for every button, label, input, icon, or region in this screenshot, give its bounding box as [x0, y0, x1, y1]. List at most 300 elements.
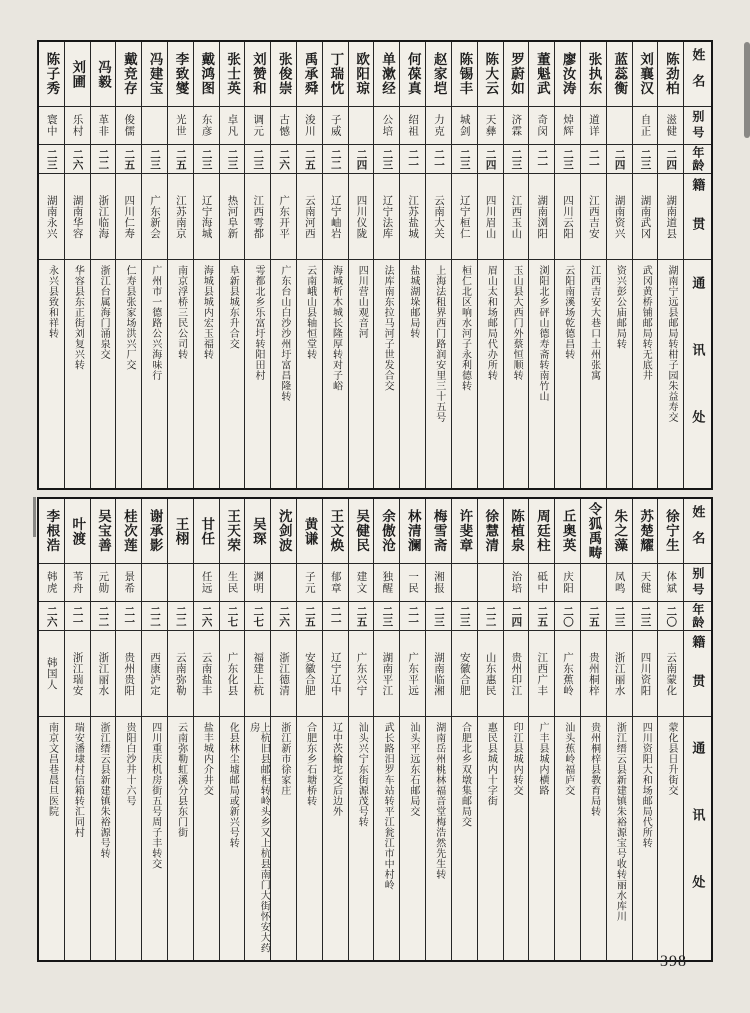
- scan-smudge: [744, 42, 750, 138]
- entry-age: 二四: [504, 602, 529, 631]
- entry-alias: 子元: [297, 564, 322, 602]
- directory-entry: [632, 42, 658, 488]
- entry-age: 二七: [220, 602, 245, 631]
- directory-entry: [115, 42, 141, 488]
- entry-alias: 天健: [633, 564, 658, 602]
- entry-age: 二三: [426, 602, 451, 631]
- entry-alias: 砥中: [529, 564, 554, 602]
- entry-address: 化县林尘墟邮局或新兴号转: [227, 722, 239, 848]
- entry-alias: 奇闵: [529, 107, 554, 145]
- entry-address: 武长路汨罗车站转平江瓮江市中村岭: [382, 722, 394, 890]
- entry-address: 上杭旧县邮柜转岭头乡又上杭县南门大街怀安大药房: [247, 722, 270, 953]
- directory-entry: [554, 42, 580, 488]
- entry-age: 二一: [400, 602, 425, 631]
- entry-address: 上海法租界西门路润安里三十五号: [433, 265, 445, 423]
- entry-alias: 焯辉: [555, 107, 580, 145]
- entry-address: 浙江缙云县新建镇朱裕源宝号收转丽水库川: [614, 722, 626, 922]
- entry-age: 二二: [142, 602, 167, 631]
- entry-name: 吴琛: [245, 499, 270, 564]
- entry-name: 戴鸿图: [194, 42, 219, 107]
- entry-age: 二三: [194, 145, 219, 174]
- directory-entry: [632, 499, 658, 960]
- entry-alias: [581, 564, 606, 602]
- directory-entry: [64, 42, 90, 488]
- entry-alias: 子威: [323, 107, 348, 145]
- entry-age: 二五: [297, 145, 322, 174]
- entry-alias: 寰中: [39, 107, 64, 145]
- directory-entry: [477, 42, 503, 488]
- entry-name: 董魁武: [529, 42, 554, 107]
- header-alias: 别号: [684, 564, 711, 602]
- entry-alias: 任远: [194, 564, 219, 602]
- entry-alias: 道详: [581, 107, 606, 145]
- entry-address: 惠民县城内十字街: [485, 722, 497, 806]
- entry-origin: 山东惠民: [478, 631, 503, 717]
- entry-name: 罗蔚如: [504, 42, 529, 107]
- entry-name: 蓝蕊衡: [607, 42, 632, 107]
- entry-name: 王栩: [168, 499, 193, 564]
- entry-age: 二四: [349, 145, 374, 174]
- directory-entry: [606, 499, 632, 960]
- entry-origin: 四川仪陇: [349, 174, 374, 260]
- entry-origin: 广东新会: [142, 174, 167, 260]
- entry-alias: 卓凡: [220, 107, 245, 145]
- entry-age: 二三: [607, 602, 632, 631]
- entry-origin: 江西广丰: [529, 631, 554, 717]
- entry-age: 二二: [168, 602, 193, 631]
- entry-address: 辽中茨榆坨交后边外: [330, 722, 342, 817]
- directory-entry: [554, 499, 580, 960]
- entry-address: 合肥北乡双墩集邮局交: [459, 722, 471, 827]
- entry-address: 海城析木城长隆厚转对子峪: [330, 265, 342, 391]
- entry-alias: 一民: [400, 564, 425, 602]
- entry-age: 二一: [529, 145, 554, 174]
- entry-alias: 古憾: [271, 107, 296, 145]
- entry-alias: 湘报: [426, 564, 451, 602]
- directory-table-top: [37, 40, 713, 490]
- entry-address: 汕头蕉岭福庐交: [562, 722, 574, 796]
- directory-entry: [141, 42, 167, 488]
- entry-address: 华容县东正街刘复兴转: [72, 265, 84, 370]
- directory-entry: [167, 499, 193, 960]
- entry-alias: 韩虎: [39, 564, 64, 602]
- entry-age: 二一: [65, 602, 90, 631]
- entry-address: 武冈黄桥铺邮局转无底井: [640, 265, 652, 381]
- entry-origin: 广东蕉岭: [555, 631, 580, 717]
- entry-origin: 江苏南京: [168, 174, 193, 260]
- entry-origin: 湖南资兴: [607, 174, 632, 260]
- entry-alias: 治培: [504, 564, 529, 602]
- entry-age: 二四: [658, 145, 683, 174]
- entry-age: 二五: [297, 602, 322, 631]
- entry-name: 刘襄汉: [633, 42, 658, 107]
- entry-name: 刘赞和: [245, 42, 270, 107]
- directory-entry: [580, 42, 606, 488]
- entry-alias: 庆阳: [555, 564, 580, 602]
- entry-name: 林清澜: [400, 499, 425, 564]
- entry-name: 苏楚耀: [633, 499, 658, 564]
- directory-entry: [64, 499, 90, 960]
- entry-age: 二六: [194, 602, 219, 631]
- entry-origin: 云南河西: [297, 174, 322, 260]
- entry-origin: 江西吉安: [581, 174, 606, 260]
- entry-name: 禹承舜: [297, 42, 322, 107]
- entry-name: 徐宁生: [658, 499, 683, 564]
- directory-entry: [373, 499, 399, 960]
- entry-address: 浙江缙云县新建镇朱裕源号转: [98, 722, 110, 859]
- entry-address: 四川重庆机房街五号周子丰转交: [149, 722, 161, 869]
- entry-alias: [142, 107, 167, 145]
- entry-name: 桂次莲: [116, 499, 141, 564]
- entry-age: 二三: [220, 145, 245, 174]
- entry-alias: 东彦: [194, 107, 219, 145]
- entry-name: 王天荣: [220, 499, 245, 564]
- entry-address: 湖南岳州桃林福音堂梅浩然先生转: [433, 722, 445, 880]
- entry-name: 张俊崇: [271, 42, 296, 107]
- entry-age: 二五: [529, 602, 554, 631]
- entry-age: 二四: [607, 145, 632, 174]
- entry-name: 陈大云: [478, 42, 503, 107]
- directory-entry: [477, 499, 503, 960]
- directory-entry: [528, 499, 554, 960]
- entry-address: 广州市一德路公兴海味行: [149, 265, 161, 381]
- entry-address: 阜新县城东升合交: [227, 265, 239, 349]
- entry-origin: 江苏盐城: [400, 174, 425, 260]
- entry-name: 徐慧清: [478, 499, 503, 564]
- entry-age: 二三: [374, 602, 399, 631]
- table-header-column: [683, 42, 711, 488]
- entry-name: 陈劲柏: [658, 42, 683, 107]
- entry-address: 合肥东乡石塘桥转: [304, 722, 316, 806]
- directory-entry: [425, 42, 451, 488]
- entry-address: 印江县城内转交: [511, 722, 523, 796]
- entry-origin: 韩国人: [39, 631, 64, 717]
- header-name: 姓名: [684, 42, 711, 107]
- header-age: 年龄: [684, 602, 711, 631]
- entry-address: 盐丰城内介井交: [201, 722, 213, 796]
- entry-origin: 四川眉山: [478, 174, 503, 260]
- entry-alias: [607, 107, 632, 145]
- entry-name: 刘圃: [65, 42, 90, 107]
- entry-address: 眉山太和场邮局代办所转: [485, 265, 497, 381]
- entry-name: 叶渡: [65, 499, 90, 564]
- entry-address: 汕头平远东石邮局交: [407, 722, 419, 817]
- entry-age: 二二: [323, 145, 348, 174]
- entry-name: 吴健民: [349, 499, 374, 564]
- entry-address: 海城县城内宏玉福转: [201, 265, 213, 360]
- entry-name: 冯建宝: [142, 42, 167, 107]
- table-header-column: [683, 499, 711, 960]
- entry-address: 四川营山观音河: [356, 265, 368, 339]
- entry-address: 四川资阳大和场邮局代所转: [640, 722, 652, 848]
- entry-alias: 光世: [168, 107, 193, 145]
- entry-origin: 浙江临海: [91, 174, 116, 260]
- entry-age: 二三: [39, 145, 64, 174]
- entry-alias: 自正: [633, 107, 658, 145]
- entry-name: 陈锡丰: [452, 42, 477, 107]
- entry-alias: 革非: [91, 107, 116, 145]
- entry-origin: 云南弥勒: [168, 631, 193, 717]
- entry-address: 南京文昌巷晨旦医院: [46, 722, 58, 817]
- directory-entry: [348, 42, 374, 488]
- entry-origin: 广东平远: [400, 631, 425, 717]
- entry-alias: 滋健: [658, 107, 683, 145]
- entry-address: 南京浮桥三民公司转: [175, 265, 187, 360]
- entry-address: 贵州桐梓县教育局转: [588, 722, 600, 817]
- entry-age: 二一: [323, 602, 348, 631]
- directory-entry: [167, 42, 193, 488]
- entry-alias: 俊儒: [116, 107, 141, 145]
- directory-entry: [39, 499, 64, 960]
- entry-origin: 湖南华容: [65, 174, 90, 260]
- entry-name: 余傲沧: [374, 499, 399, 564]
- entry-alias: 绍祖: [400, 107, 425, 145]
- entry-address: 江西吉安大巷口土州张寓: [588, 265, 600, 381]
- entry-name: 许斐章: [452, 499, 477, 564]
- entry-address: 桓仁北区响水河子永利德转: [459, 265, 471, 391]
- directory-entry: [219, 42, 245, 488]
- entry-name: 朱之藻: [607, 499, 632, 564]
- entry-origin: 四川资阳: [633, 631, 658, 717]
- entry-origin: 安徽合肥: [452, 631, 477, 717]
- entry-address: 仁寿县张家场洪兴厂交: [123, 265, 135, 370]
- entry-alias: 凤鸣: [607, 564, 632, 602]
- entry-origin: 辽宁法库: [374, 174, 399, 260]
- entry-origin: 西康泸定: [142, 631, 167, 717]
- entry-alias: 公培: [374, 107, 399, 145]
- directory-entry: [399, 499, 425, 960]
- directory-entry: [399, 42, 425, 488]
- directory-entry: [90, 499, 116, 960]
- entry-alias: [478, 564, 503, 602]
- directory-entry: [141, 499, 167, 960]
- entry-origin: 贵州印江: [504, 631, 529, 717]
- entry-age: 二一: [400, 145, 425, 174]
- entry-origin: 四川云阳: [555, 174, 580, 260]
- entry-origin: 广东兴宁: [349, 631, 374, 717]
- entry-name: 丁瑞忱: [323, 42, 348, 107]
- entry-name: 陈植泉: [504, 499, 529, 564]
- entry-alias: 乐村: [65, 107, 90, 145]
- entry-name: 冯毅: [91, 42, 116, 107]
- entry-age: 二七: [245, 602, 270, 631]
- entry-alias: 建文: [349, 564, 374, 602]
- entry-address: 瑞安潘埭村信箱转汇同村: [72, 722, 84, 838]
- entry-address: 蒙化县日升街交: [666, 722, 678, 796]
- entry-age: 二〇: [555, 602, 580, 631]
- header-origin: 籍贯: [684, 174, 711, 260]
- entry-address: 法库南东拉马河子世发合交: [382, 265, 394, 391]
- entry-alias: 生民: [220, 564, 245, 602]
- entry-age: 二六: [39, 602, 64, 631]
- directory-entry: [270, 42, 296, 488]
- entry-origin: 安徽合肥: [297, 631, 322, 717]
- entry-address: 浙江台属海门涌泉交: [98, 265, 110, 360]
- entry-name: 欧阳琼: [349, 42, 374, 107]
- entry-age: 二六: [65, 145, 90, 174]
- directory-entry: [373, 42, 399, 488]
- entry-age: 二二: [478, 602, 503, 631]
- entry-age: 二三: [452, 602, 477, 631]
- directory-entry: [90, 42, 116, 488]
- header-address: 通讯处: [690, 740, 706, 942]
- entry-address: 永兴县致和祥转: [46, 265, 58, 339]
- directory-entry: [296, 42, 322, 488]
- entry-origin: 热河阜新: [220, 174, 245, 260]
- entry-origin: 浙江丽水: [91, 631, 116, 717]
- entry-name: 令狐禹畴: [581, 499, 606, 564]
- entry-name: 张执东: [581, 42, 606, 107]
- entry-address: 贵阳白沙井十六号: [123, 722, 135, 806]
- entry-age: 二五: [349, 602, 374, 631]
- entry-origin: 辽宁桓仁: [452, 174, 477, 260]
- entry-name: 周廷柱: [529, 499, 554, 564]
- entry-address: 玉山县大西门外蔡恒顺转: [511, 265, 523, 381]
- directory-entry: [528, 42, 554, 488]
- directory-entry: [580, 499, 606, 960]
- entry-alias: 天彝: [478, 107, 503, 145]
- entry-alias: [349, 107, 374, 145]
- directory-entry: [39, 42, 64, 488]
- directory-entry: [348, 499, 374, 960]
- entry-age: 二五: [116, 145, 141, 174]
- header-address: 通讯处: [690, 276, 706, 477]
- entry-name: 李根浩: [39, 499, 64, 564]
- directory-table-bottom: [37, 497, 713, 962]
- entry-name: 丘奥英: [555, 499, 580, 564]
- entry-address: 广丰县城内横路: [536, 722, 548, 796]
- directory-entry: [115, 499, 141, 960]
- entry-origin: 江西雩都: [245, 174, 270, 260]
- entry-origin: 云南蒙化: [658, 631, 683, 717]
- entry-origin: 浙江德清: [271, 631, 296, 717]
- entry-address: 盐城湖垛邮局转: [407, 265, 419, 339]
- directory-entry: [451, 42, 477, 488]
- directory-entry: [503, 42, 529, 488]
- header-name: 姓名: [684, 499, 711, 564]
- entry-alias: 郁章: [323, 564, 348, 602]
- entry-name: 戴竞存: [116, 42, 141, 107]
- directory-entry: [451, 499, 477, 960]
- entry-origin: 湖南道县: [658, 174, 683, 260]
- entry-name: 单漱经: [374, 42, 399, 107]
- directory-entry: [322, 499, 348, 960]
- entry-origin: 辽宁辽中: [323, 631, 348, 717]
- entry-age: 二六: [271, 145, 296, 174]
- entry-origin: 广东化县: [220, 631, 245, 717]
- entry-age: 二一: [116, 602, 141, 631]
- entry-origin: 浙江丽水: [607, 631, 632, 717]
- entry-name: 吴宝善: [91, 499, 116, 564]
- entry-address: 云南弥勒虹溪分县东门街: [175, 722, 187, 838]
- entry-address: 汕头兴宁东街源茂号转: [356, 722, 368, 827]
- scan-smudge: [33, 497, 36, 537]
- directory-entry: [322, 42, 348, 488]
- directory-entry: [425, 499, 451, 960]
- entry-alias: [168, 564, 193, 602]
- entry-origin: 江西玉山: [504, 174, 529, 260]
- entry-age: 二〇: [658, 602, 683, 631]
- entry-name: 李致燮: [168, 42, 193, 107]
- entry-origin: 贵州桐梓: [581, 631, 606, 717]
- directory-entry: [296, 499, 322, 960]
- entry-age: 二一: [426, 145, 451, 174]
- entry-age: 二三: [504, 145, 529, 174]
- entry-origin: 辽宁海城: [194, 174, 219, 260]
- entry-origin: 湖南临湘: [426, 631, 451, 717]
- entry-age: 二三: [452, 145, 477, 174]
- directory-entry: [219, 499, 245, 960]
- directory-entry: [270, 499, 296, 960]
- header-age: 年龄: [684, 145, 711, 174]
- entry-age: 二三: [633, 145, 658, 174]
- entry-origin: 湖南武冈: [633, 174, 658, 260]
- directory-entry: [503, 499, 529, 960]
- entry-address: 资兴彭公庙邮局转: [614, 265, 626, 349]
- entry-origin: 湖南浏阳: [529, 174, 554, 260]
- entry-origin: 湖南平江: [374, 631, 399, 717]
- entry-age: 二二: [91, 602, 116, 631]
- entry-age: 二三: [555, 145, 580, 174]
- directory-entry: [244, 499, 270, 960]
- entry-origin: 广东开平: [271, 174, 296, 260]
- entry-origin: 福建上杭: [245, 631, 270, 717]
- entry-alias: 元勋: [91, 564, 116, 602]
- entry-alias: [142, 564, 167, 602]
- directory-entry: [657, 42, 683, 488]
- entry-name: 谢承影: [142, 499, 167, 564]
- entry-name: 何葆真: [400, 42, 425, 107]
- entry-alias: 力克: [426, 107, 451, 145]
- entry-address: 浏阳北乡砰山德寿斋转南竹山: [536, 265, 548, 402]
- entry-name: 黄谦: [297, 499, 322, 564]
- entry-age: 二三: [245, 145, 270, 174]
- entry-origin: 湖南永兴: [39, 174, 64, 260]
- entry-alias: 渊明: [245, 564, 270, 602]
- page-number: 398: [660, 953, 687, 970]
- entry-age: 二二: [91, 145, 116, 174]
- directory-entry: [193, 499, 219, 960]
- entry-origin: 四川仁寿: [116, 174, 141, 260]
- entry-origin: 浙江瑞安: [65, 631, 90, 717]
- entry-alias: 体斌: [658, 564, 683, 602]
- entry-age: 二五: [581, 602, 606, 631]
- entry-address: 云南峨山县轴恒堂转: [304, 265, 316, 360]
- entry-name: 陈子秀: [39, 42, 64, 107]
- header-origin: 籍贯: [684, 631, 711, 717]
- entry-address: 广东台山白沙沙州圩富昌隆转: [278, 265, 290, 402]
- entry-origin: 云南盐丰: [194, 631, 219, 717]
- entry-age: 二五: [168, 145, 193, 174]
- entry-address: 湖南宁远县邮局转柑子园朱益寿交: [666, 265, 678, 423]
- entry-origin: 贵州贵阳: [116, 631, 141, 717]
- entry-alias: 独醒: [374, 564, 399, 602]
- entry-alias: 济霖: [504, 107, 529, 145]
- entry-origin: 云南大关: [426, 174, 451, 260]
- entry-age: 二六: [271, 602, 296, 631]
- entry-name: 王文焕: [323, 499, 348, 564]
- entry-name: 赵家垲: [426, 42, 451, 107]
- entry-address: 云阳南溪场乾德昌转: [562, 265, 574, 360]
- entry-name: 甘任: [194, 499, 219, 564]
- header-alias: 别号: [684, 107, 711, 145]
- entry-alias: 浚川: [297, 107, 322, 145]
- entry-alias: [271, 564, 296, 602]
- entry-age: 二四: [478, 145, 503, 174]
- entry-name: 梅雪斋: [426, 499, 451, 564]
- entry-age: 二三: [633, 602, 658, 631]
- entry-alias: 景希: [116, 564, 141, 602]
